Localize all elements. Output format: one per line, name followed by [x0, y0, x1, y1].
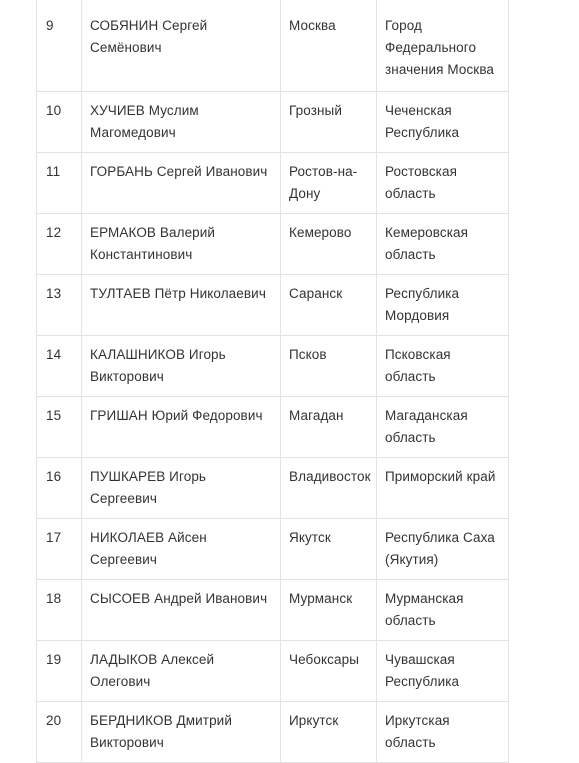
row-number: 20	[37, 702, 82, 763]
mayor-name: ТУЛТАЕВ Пётр Николаевич	[82, 275, 281, 336]
city-name: Саранск	[281, 275, 377, 336]
mayor-name: ПУШКАРЕВ Игорь Сергеевич	[82, 458, 281, 519]
mayors-table-container	[36, 0, 509, 763]
row-number: 19	[37, 641, 82, 702]
table-row	[37, 92, 509, 153]
mayors-table-body	[37, 0, 509, 763]
table-row	[37, 702, 509, 763]
city-name: Якутск	[281, 519, 377, 580]
row-number: 13	[37, 275, 82, 336]
row-number: 16	[37, 458, 82, 519]
row-number: 17	[37, 519, 82, 580]
city-name: Грозный	[281, 92, 377, 153]
region-name: Чувашская Республика	[377, 641, 509, 702]
mayor-name: СОБЯНИН Сергей Семёнович	[82, 0, 281, 92]
region-name: Мурманская область	[377, 580, 509, 641]
mayor-name: БЕРДНИКОВ Дмитрий Викторович	[82, 702, 281, 763]
mayor-name: ХУЧИЕВ Муслим Магомедович	[82, 92, 281, 153]
region-name: Кемеровская область	[377, 214, 509, 275]
region-name: Псковская область	[377, 336, 509, 397]
row-number: 10	[37, 92, 82, 153]
city-name: Иркутск	[281, 702, 377, 763]
region-name: Город Федерального значения Москва	[377, 0, 509, 92]
table-row	[37, 275, 509, 336]
mayor-name: ЛАДЫКОВ Алексей Олегович	[82, 641, 281, 702]
city-name: Москва	[281, 0, 377, 92]
table-row	[37, 0, 509, 92]
mayor-name: СЫСОЕВ Андрей Иванович	[82, 580, 281, 641]
table-row	[37, 336, 509, 397]
region-name: Республика Саха (Якутия)	[377, 519, 509, 580]
city-name: Кемерово	[281, 214, 377, 275]
row-number: 14	[37, 336, 82, 397]
mayor-name: КАЛАШНИКОВ Игорь Викторович	[82, 336, 281, 397]
mayors-table	[36, 0, 509, 763]
city-name: Псков	[281, 336, 377, 397]
region-name: Республика Мордовия	[377, 275, 509, 336]
city-name: Магадан	[281, 397, 377, 458]
mayor-name: ГОРБАНЬ Сергей Иванович	[82, 153, 281, 214]
region-name: Приморский край	[377, 458, 509, 519]
region-name: Иркутская область	[377, 702, 509, 763]
table-row	[37, 397, 509, 458]
row-number: 11	[37, 153, 82, 214]
mayor-name: ЕРМАКОВ Валерий Константинович	[82, 214, 281, 275]
city-name: Мурманск	[281, 580, 377, 641]
row-number: 9	[37, 0, 82, 92]
mayor-name: НИКОЛАЕВ Айсен Сергеевич	[82, 519, 281, 580]
table-row	[37, 153, 509, 214]
city-name: Владивосток	[281, 458, 377, 519]
row-number: 18	[37, 580, 82, 641]
table-row	[37, 580, 509, 641]
table-row	[37, 519, 509, 580]
table-row	[37, 641, 509, 702]
row-number: 15	[37, 397, 82, 458]
mayor-name: ГРИШАН Юрий Федорович	[82, 397, 281, 458]
region-name: Магаданская область	[377, 397, 509, 458]
table-row	[37, 458, 509, 519]
region-name: Чеченская Республика	[377, 92, 509, 153]
table-row	[37, 214, 509, 275]
city-name: Ростов-на-Дону	[281, 153, 377, 214]
city-name: Чебоксары	[281, 641, 377, 702]
region-name: Ростовская область	[377, 153, 509, 214]
row-number: 12	[37, 214, 82, 275]
